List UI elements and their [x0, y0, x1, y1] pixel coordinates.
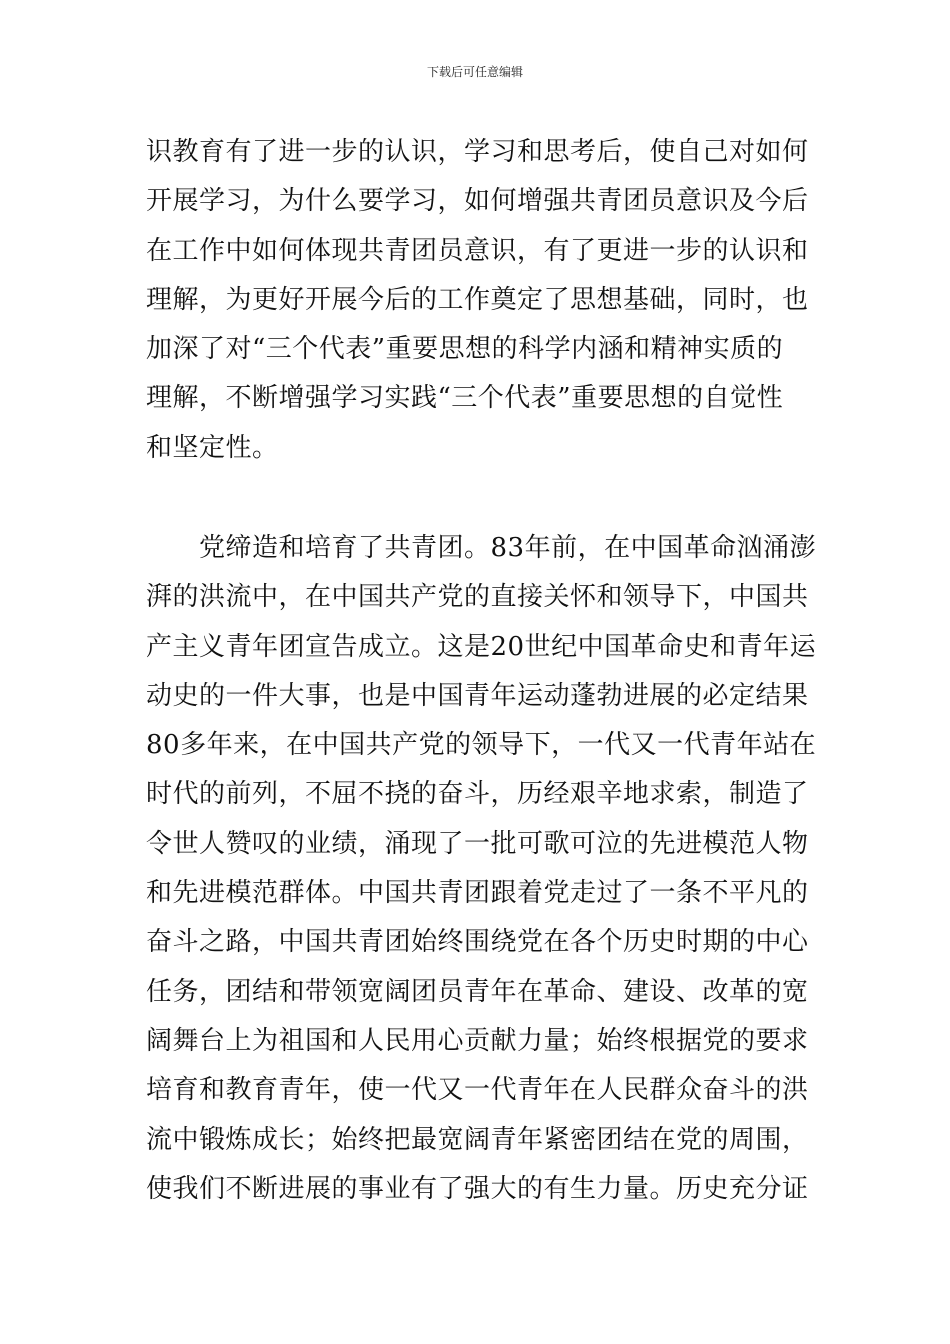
text-line: 理解，为更好开展今后的工作奠定了思想基础，同时，也 — [146, 284, 809, 315]
text-line: 湃的洪流中，在中国共产党的直接关怀和领导下，中国共 — [146, 582, 809, 613]
text-line: 奋斗之路，中国共青团始终围绕党在各个历史时期的中心 — [146, 927, 809, 958]
text-line: 80多年来，在中国共产党的领导下，一代又一代青年站在 — [146, 730, 817, 761]
paragraph — [146, 524, 817, 1214]
text-line: 加深了对“三个代表”重要思想的科学内涵和精神实质的 — [146, 334, 784, 365]
text-line: 任务，团结和带领宽阔团员青年在革命、建设、改革的宽 — [146, 976, 809, 1007]
text-line: 培育和教育青年，使一代又一代青年在人民群众奋斗的洪 — [146, 1075, 809, 1106]
text-line: 令世人赞叹的业绩，涌现了一批可歌可泣的先进模范人物 — [146, 828, 809, 859]
text-line: 产主义青年团宣告成立。这是20世纪中国革命史和青年运 — [146, 631, 817, 662]
text-line: 开展学习，为什么要学习，如何增强共青团员意识及今后 — [146, 186, 809, 217]
text-line: 党缔造和培育了共青团。83年前，在中国革命汹涌澎 — [146, 533, 817, 563]
text-line: 流中锻炼成长；始终把最宽阔青年紧密团结在党的周围， — [146, 1124, 809, 1155]
text-line: 在工作中如何体现共青团员意识，有了更进一步的认识和 — [146, 235, 809, 266]
text-line: 动史的一件大事，也是中国青年运动蓬勃进展的必定结果 — [146, 680, 809, 711]
text-line: 识教育有了进一步的认识，学习和思考后，使自己对如何 — [146, 137, 809, 167]
text-line: 阔舞台上为祖国和人民用心贡献力量；始终根据党的要求 — [146, 1025, 809, 1056]
paragraph — [146, 128, 809, 473]
text-line: 和先进模范群体。中国共青团跟着党走过了一条不平凡的 — [146, 878, 809, 909]
text-line: 使我们不断进展的事业有了强大的有生力量。历史充分证 — [146, 1173, 809, 1204]
text-line: 和坚定性。 — [146, 432, 279, 463]
text-line: 时代的前列，不屈不挠的奋斗，历经艰辛地求索，制造了 — [146, 779, 809, 810]
page-header: 下载后可任意编辑 — [426, 65, 523, 79]
text-line: 理解，不断增强学习实践“三个代表”重要思想的自觉性 — [146, 383, 784, 414]
